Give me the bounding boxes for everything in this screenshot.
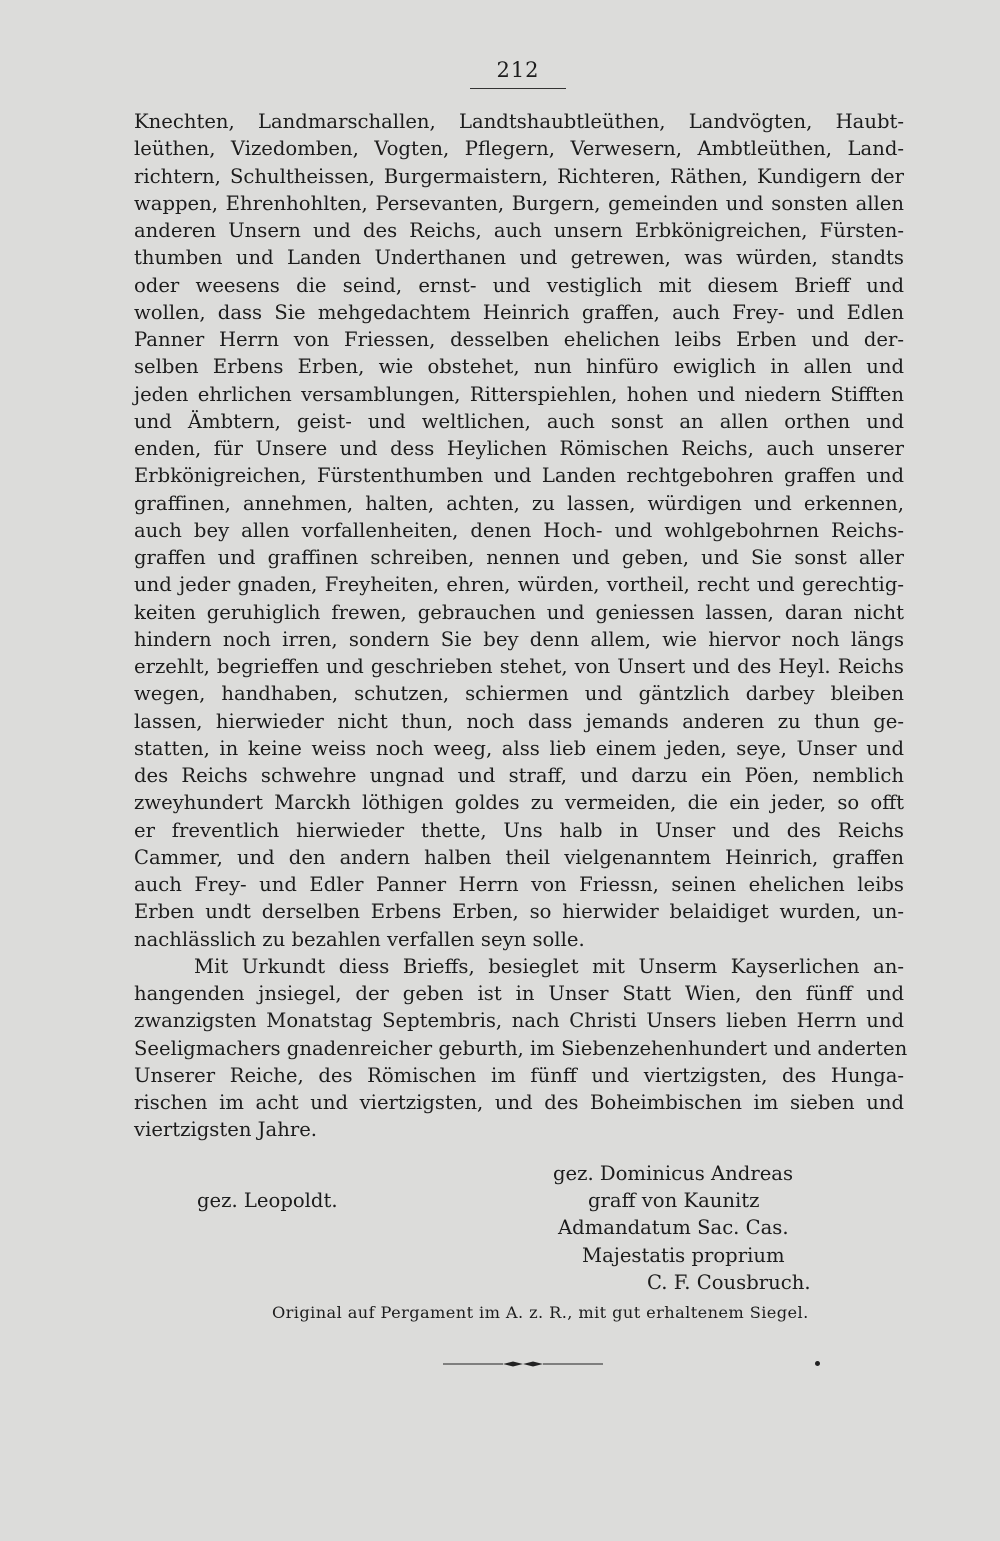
body-line: wappen, Ehrenhohlten, Persevanten, Burgern, gemeinden und sonsten allen — [134, 191, 904, 215]
body-text — [134, 108, 908, 1144]
body-line: auch Frey- und Edler Panner Herrn von Friessn, seinen ehelichen leibs — [134, 873, 904, 896]
body-line: jeden ehrlichen versamblungen, Ritterspiehlen, hohen und niedern Stifften — [134, 382, 904, 406]
signature-right-line: Majestatis proprium — [582, 1243, 785, 1267]
body-line: des Reichs schwehre ungnad und straff, und darzu ein Pöen, nemblich — [134, 764, 904, 787]
signature-right-line: C. F. Cousbruch. — [647, 1270, 811, 1294]
signature-right — [550, 1160, 840, 1296]
body-line: erzehlt, begrieffen und geschrieben stehet, von Unsert und des Heyl. Reichs — [134, 655, 904, 678]
body-line: statten, in keine weiss noch weeg, alss lieb einem jeden, seye, Unser und — [134, 736, 904, 760]
body-line: Cammer, und den andern halben theil vielgenanntem Heinrich, graffen — [134, 845, 904, 869]
body-line: thumben und Landen Underthanen und getrewen, was würden, standts — [134, 246, 904, 270]
body-line: nachlässlich zu bezahlen verfallen seyn solle. — [134, 927, 585, 951]
body-line: er freventlich hierwieder thette, Uns halb in Unser und des Reichs — [134, 818, 904, 842]
body-line: und jeder gnaden, Freyheiten, ehren, würden, vortheil, recht und gerechtig- — [134, 573, 904, 597]
body-line: keiten geruhiglich frewen, gebrauchen und geniessen lassen, daran nicht — [134, 600, 904, 624]
signature-right-line: graff von Kaunitz — [588, 1189, 760, 1213]
body-line: wollen, dass Sie mehgedachtem Heinrich graffen, auch Frey- und Edlen — [134, 300, 904, 324]
body-line: Seeligmachers gnadenreicher geburth, im Siebenzehenhundert und anderten — [134, 1036, 908, 1060]
page-number-rule — [470, 88, 566, 89]
body-line: wegen, handhaben, schutzen, schiermen und gäntzlich darbey bleiben — [134, 682, 904, 706]
body-line: hindern noch irren, sondern Sie bey denn allem, wie hiervor noch längs — [134, 627, 904, 651]
provenance-note: Original auf Pergament im A. z. R., mit gut erhaltenem Siegel. — [272, 1303, 809, 1322]
body-line: oder weesens die seind, ernst- und vestiglich mit diesem Brieff und — [134, 273, 904, 297]
body-line: enden, für Unsere und dess Heylichen Römischen Reichs, auch unserer — [134, 437, 904, 460]
signature-right-line: gez. Dominicus Andreas — [553, 1162, 794, 1185]
body-line: graffen und graffinen schreiben, nennen und geben, und Sie sonst aller — [134, 546, 904, 569]
body-line: auch bey allen vorfallenheiten, denen Hoch- und wohlgebohrnen Reichs- — [134, 518, 904, 542]
signature-right-line: Admandatum Sac. Cas. — [558, 1216, 789, 1240]
body-line: rischen im acht und viertzigsten, und des Boheimbischen im sieben und — [134, 1091, 904, 1114]
body-line: selben Erbens Erben, wie obstehet, nun hinfüro ewiglich in allen und — [134, 355, 904, 379]
body-line: Mit Urkundt diess Brieffs, besieglet mit Unserm Kayserlichen an- — [194, 954, 904, 978]
body-line: anderen Unsern und des Reichs, auch unsern Erbkönigreichen, Fürsten- — [134, 219, 904, 242]
body-line: zwanzigsten Monatstag Septembris, nach Christi Unsers lieben Herrn und — [134, 1009, 904, 1033]
body-line: lassen, hierwieder nicht thun, noch dass jemands anderen zu thun ge- — [134, 709, 904, 733]
body-line: richtern, Schultheissen, Burgermaistern, Richteren, Räthen, Kundigern der — [134, 164, 904, 188]
body-line: Knechten, Landmarschallen, Landtshaubtleüthen, Landvögten, Haubt- — [134, 110, 904, 133]
stray-dot — [815, 1361, 820, 1366]
body-line: hangenden jnsiegel, der geben ist in Unser Statt Wien, den fünff und — [134, 982, 904, 1005]
body-line: graffinen, annehmen, halten, achten, zu lassen, würdigen und erkennen, — [134, 491, 904, 515]
body-line: leüthen, Vizedomben, Vogten, Pflegern, Verwesern, Ambtleüthen, Land- — [134, 137, 904, 161]
body-line: Panner Herrn von Friessen, desselben ehelichen leibs Erben und der- — [134, 328, 904, 351]
signature-left: gez. Leopoldt. — [197, 1189, 338, 1212]
body-line: Erbkönigreichen, Fürstenthumben und Landen rechtgebohren graffen und — [134, 464, 904, 488]
page-number: 212 — [496, 58, 540, 82]
body-line: zweyhundert Marckh löthigen goldes zu vermeiden, die ein jeder, so offt — [134, 791, 904, 815]
body-line: Unserer Reiche, des Römischen im fünff und viertzigsten, des Hunga- — [134, 1063, 904, 1087]
body-line: und Ämbtern, geist- und weltlichen, auch sonst an allen orthen und — [134, 409, 904, 433]
body-line: Erben undt derselben Erbens Erben, so hierwider belaidiget wurden, un- — [134, 900, 904, 924]
closing-ornament — [443, 1358, 603, 1370]
body-line: viertzigsten Jahre. — [134, 1118, 318, 1142]
